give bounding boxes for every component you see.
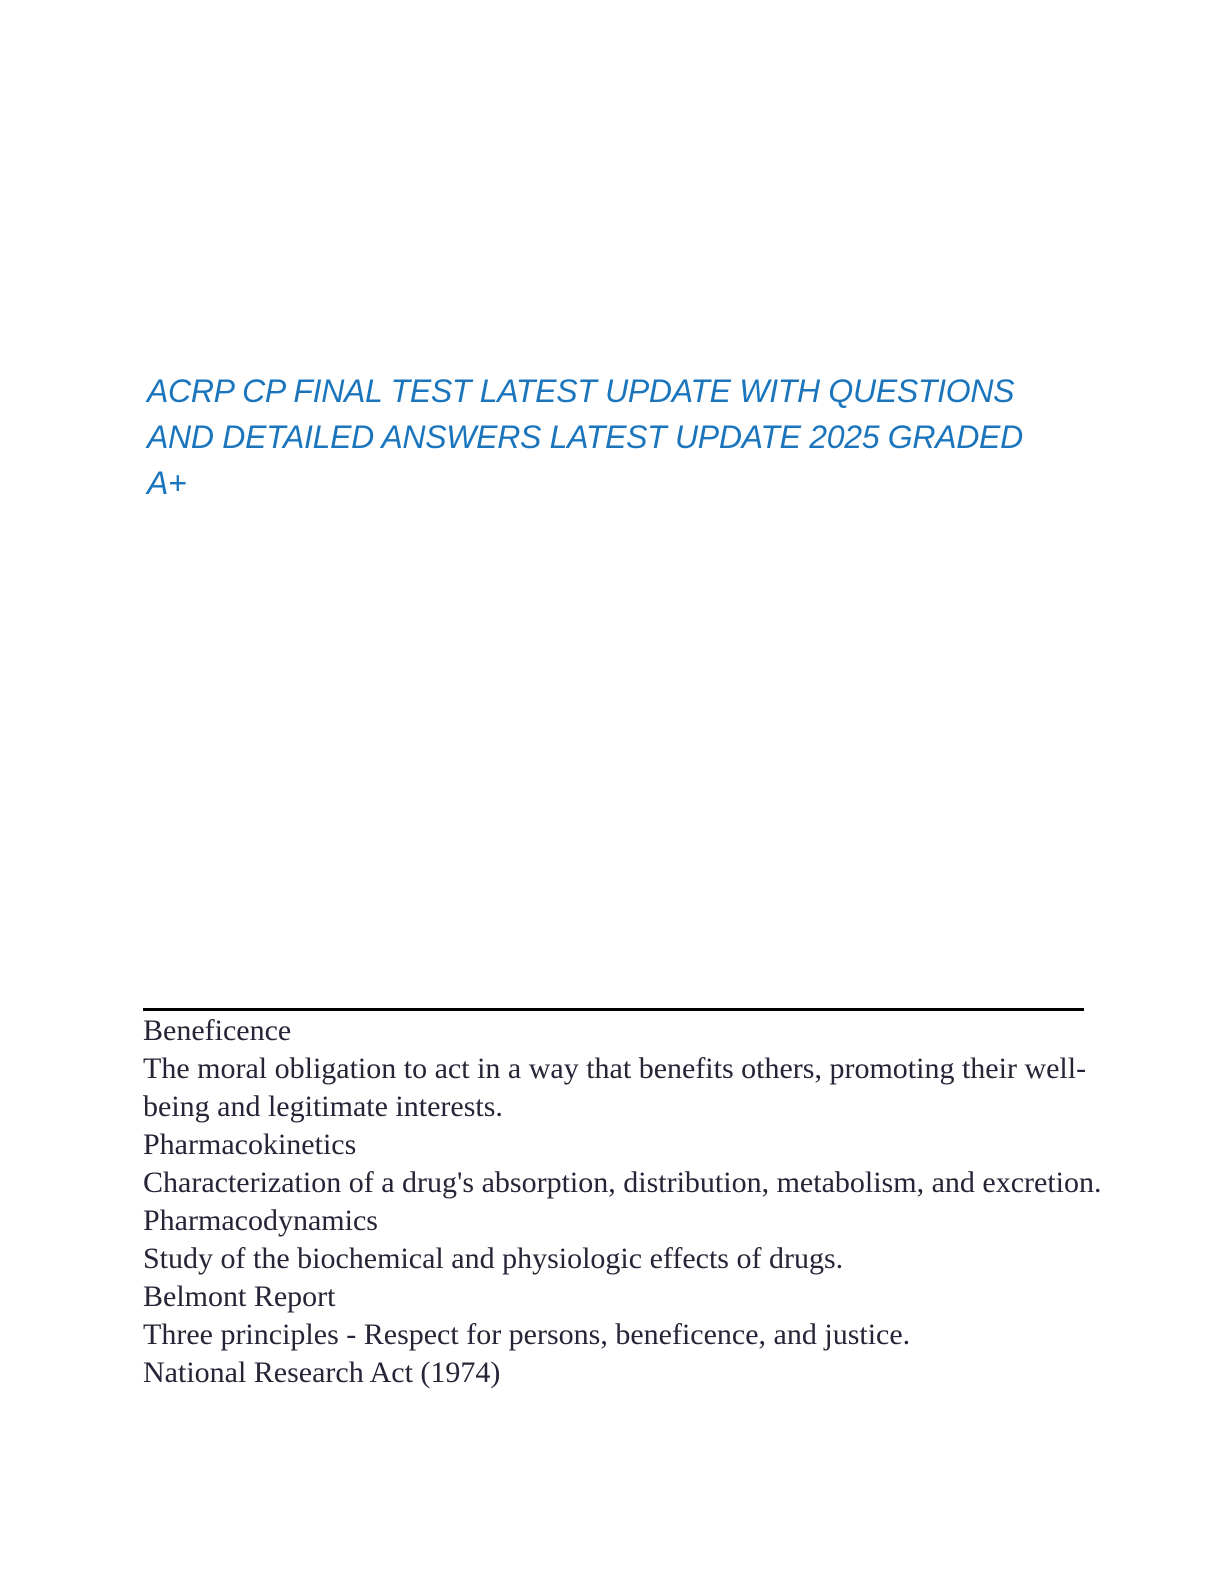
glossary-term: Pharmacokinetics <box>143 1128 357 1161</box>
glossary-entry <box>143 1354 1128 1392</box>
glossary-definition: Characterization of a drug's absorption, distribution, metabolism, and excretion. <box>143 1166 1102 1199</box>
glossary-entry <box>143 1278 1128 1354</box>
glossary-content <box>143 1012 1128 1392</box>
glossary-term: Pharmacodynamics <box>143 1204 378 1237</box>
glossary-term: Belmont Report <box>143 1280 336 1313</box>
section-divider <box>143 1008 1084 1011</box>
glossary-entry <box>143 1012 1128 1126</box>
glossary-definition: The moral obligation to act in a way that benefits others, promoting their well-being and legitimate interests. <box>143 1052 1087 1123</box>
glossary-term: National Research Act (1974) <box>143 1356 501 1389</box>
glossary-term: Beneficence <box>143 1014 292 1047</box>
title-line-1: ACRP CP FINAL TEST LATEST UPDATE WITH QUESTIONS <box>147 373 1015 409</box>
glossary-definition: Study of the biochemical and physiologic effects of drugs. <box>143 1242 844 1275</box>
glossary-definition: Three principles - Respect for persons, beneficence, and justice. <box>143 1318 911 1351</box>
document-title <box>147 368 1107 506</box>
glossary-entry <box>143 1202 1128 1278</box>
glossary-entry <box>143 1126 1128 1202</box>
title-line-3: A+ <box>147 465 187 501</box>
title-line-2: AND DETAILED ANSWERS LATEST UPDATE 2025 GRADED <box>147 419 1023 455</box>
